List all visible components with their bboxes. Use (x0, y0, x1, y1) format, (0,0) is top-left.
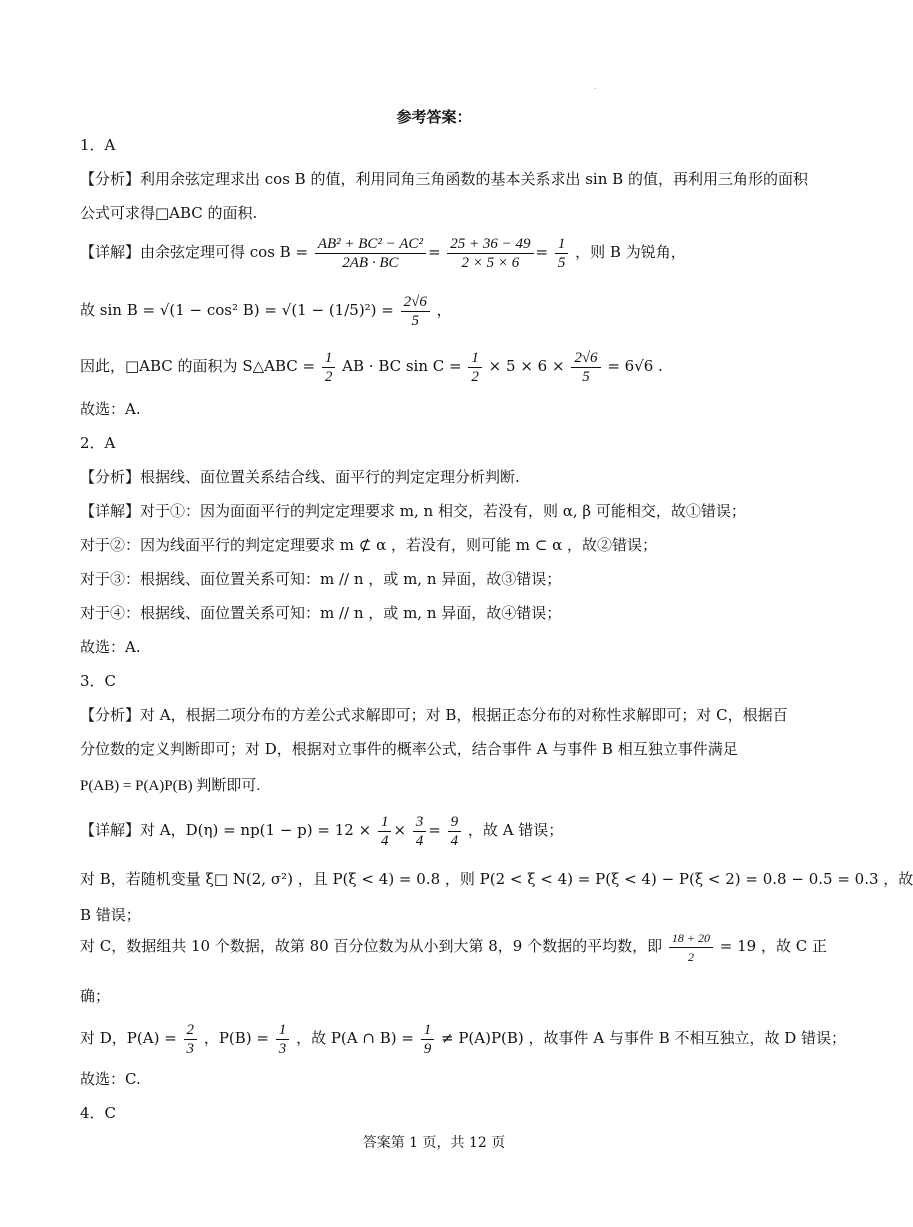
q3-number: 3．C (80, 672, 117, 690)
q2-number: 2．A (80, 434, 116, 452)
frac-denominator: 2 (324, 368, 333, 385)
q3-d-fraction-2 (276, 1021, 290, 1058)
frac-numerator: 1 (421, 1021, 435, 1040)
q1-area-sqrt-fraction (571, 349, 600, 386)
q1-sin-fraction (401, 293, 430, 330)
page-footer: 答案第 1 页，共 12 页 (362, 1135, 506, 1151)
frac-numerator: 2 (184, 1021, 198, 1040)
q3-a-fraction-3 (448, 813, 462, 850)
q3-d-mid2: ，故 P(A ∩ B) = (296, 1029, 414, 1047)
frac-denominator: 2 (471, 368, 479, 385)
q1-sin-post: ， (436, 301, 452, 319)
q3-analysis-line3: P(AB) = P(A)P(B) 判断即可. (80, 778, 261, 794)
q3-a-pre: 【详解】对 A，D(η) = np(1 − p) = 12 × (80, 821, 372, 839)
frac-denominator: 5 (557, 254, 566, 271)
q3-d-fraction-3 (421, 1021, 435, 1058)
q3-a-fraction-2 (413, 813, 427, 850)
frac-denominator: 5 (411, 312, 420, 329)
q4-number: 4．C (80, 1104, 117, 1122)
q3-d-fraction-1 (184, 1021, 198, 1058)
frac-denominator: 4 (415, 832, 424, 849)
q3-d-post: ≠ P(A)P(B) ，故事件 A 与事件 B 不相互独立，故 D 错误； (441, 1029, 847, 1047)
q2-detail-2: 对于②：因为线面平行的判定定理要求 m ⊄ α ，若没有，则可能 m ⊂ α ，故②错误； (80, 536, 657, 554)
q1-half-fraction-1 (322, 349, 336, 386)
frac-denominator: 9 (423, 1040, 432, 1057)
q3-c-pre: 对 C，数据组共 10 个数据，故第 80 百分位数为从小到大第 8，9 个数据的平均数，即 (80, 937, 663, 955)
q2-detail-3: 对于③：根据线、面位置关系可知：m // n ，或 m, n 异面，故③错误； (80, 570, 562, 588)
q1-detail-cosine: 【详解】由余弦定理可得 cos B = $\frac{\text{AB² + BC² − AC²}}{2AB \cdot BC}$ = $\frac{25 + 36 - 49}{2 \times 5 \times 6}$ = $\frac{1}{5}$ ，则 B 为锐角， (80, 235, 686, 271)
q3-analysis-line2: 分位数的定义判断即可；对 D，根据对立事件的概率公式，结合事件 A 与事件 B 相互独立事件满足 (80, 740, 738, 758)
q3-c-post: = 19 ，故 C 正 (719, 937, 828, 955)
frac-denominator: 2 × 5 × 6 (461, 254, 520, 271)
q3-detail-b2: B 错误； (80, 906, 141, 924)
page-title: 参考答案： (396, 108, 472, 126)
q3-c-fraction (669, 929, 713, 966)
q1-fraction-3 (555, 235, 569, 272)
q3-analysis-line1: 【分析】对 A，根据二项分布的方差公式求解即可；对 B，根据正态分布的对称性求解即可；对 C，根据百 (80, 706, 788, 724)
frac-numerator: 2√6 (401, 293, 430, 312)
frac-numerator: 3 (413, 813, 427, 832)
q1-sin-line (80, 290, 790, 330)
frac-denominator: 5 (582, 368, 590, 385)
q1-half-fraction-2 (468, 349, 482, 386)
frac-numerator: 1 (555, 235, 569, 254)
q2-detail-1: 【详解】对于①：因为面面平行的判定定理要求 m, n 相交，若没有，则 α, β 可能相交，故①错误； (80, 502, 746, 520)
q3-d-mid1: ，P(B) = (203, 1029, 269, 1047)
frac-denominator: 4 (380, 832, 389, 849)
q3-detail-d (80, 1018, 847, 1058)
q1-area-mid: AB · BC sin C = (342, 357, 462, 375)
q1-area-mid2: × 5 × 6 × (488, 357, 565, 375)
q1-detail-post: ，则 B 为锐角， (575, 243, 686, 261)
q1-detail-pre: 【详解】由余弦定理可得 cos B = (80, 243, 309, 261)
q1-area-pre: 因此，□ABC 的面积为 S△ABC = (80, 357, 316, 375)
q1-analysis-line1: 【分析】利用余弦定理求出 cos B 的值，利用同角三角函数的基本关系求出 sin B 的值，再利用三角形的面积 (80, 170, 808, 188)
q3-a-post: ，故 A 错误； (467, 821, 564, 839)
frac-numerator: 1 (378, 813, 392, 832)
q3-a-fraction-1 (378, 813, 392, 850)
frac-numerator: 25 + 36 − 49 (447, 235, 533, 254)
frac-numerator: 1 (322, 349, 336, 368)
q3-detail-c (80, 926, 828, 966)
frac-denominator: 2AB · BC (342, 254, 399, 271)
q3-detail-c2: 确； (80, 987, 111, 1005)
scan-dot: . (594, 82, 597, 91)
q2-choice: 故选：A. (80, 638, 141, 656)
q3-detail-b: 对 B，若随机变量 ξ□ N(2, σ²) ，且 P(ξ < 4) = 0.8 ，则 P(2 < ξ < 4) = P(ξ < 4) − P(ξ < 2) = 0.8 − 0.5 = 0.3 ，故 (80, 870, 913, 888)
frac-numerator: 2√6 (571, 349, 600, 368)
frac-denominator: 4 (450, 832, 459, 849)
q2-detail-4: 对于④：根据线、面位置关系可知：m // n ，或 m, n 异面，故④错误； (80, 604, 562, 622)
q3-choice: 故选：C. (80, 1070, 141, 1088)
q1-number: 1．A (80, 136, 116, 154)
q3-d-pre: 对 D，P(A) = (80, 1029, 177, 1047)
q1-fraction-1 (315, 235, 426, 272)
frac-denominator: 3 (278, 1040, 287, 1057)
q3-detail-a: 【详解】对 A，D(η) = np(1 − p) = 12 × $\frac{1}{4}$ × $\frac{3}{4}$ = $\frac{9}{4}$ ，故 A 错误； (80, 813, 564, 849)
q1-sin-pre: 故 sin B = √(1 − cos² B) = √(1 − (1/5)²) = (80, 301, 394, 319)
frac-numerator: 1 (276, 1021, 290, 1040)
q2-analysis: 【分析】根据线、面位置关系结合线、面平行的判定定理分析判断. (80, 468, 520, 486)
frac-numerator: 9 (448, 813, 462, 832)
frac-denominator: 3 (186, 1040, 195, 1057)
q1-fraction-2 (447, 235, 533, 272)
frac-numerator: 18 + 20 (669, 929, 713, 948)
q1-area-line (80, 346, 790, 386)
q1-analysis-line2: 公式可求得□ABC 的面积. (80, 204, 258, 222)
frac-denominator: 2 (687, 949, 694, 964)
frac-numerator: 1 (468, 349, 482, 368)
q1-area-post: = 6√6 . (607, 357, 663, 375)
frac-numerator: AB² + BC² − AC² (315, 235, 426, 254)
q1-choice: 故选：A. (80, 400, 141, 418)
